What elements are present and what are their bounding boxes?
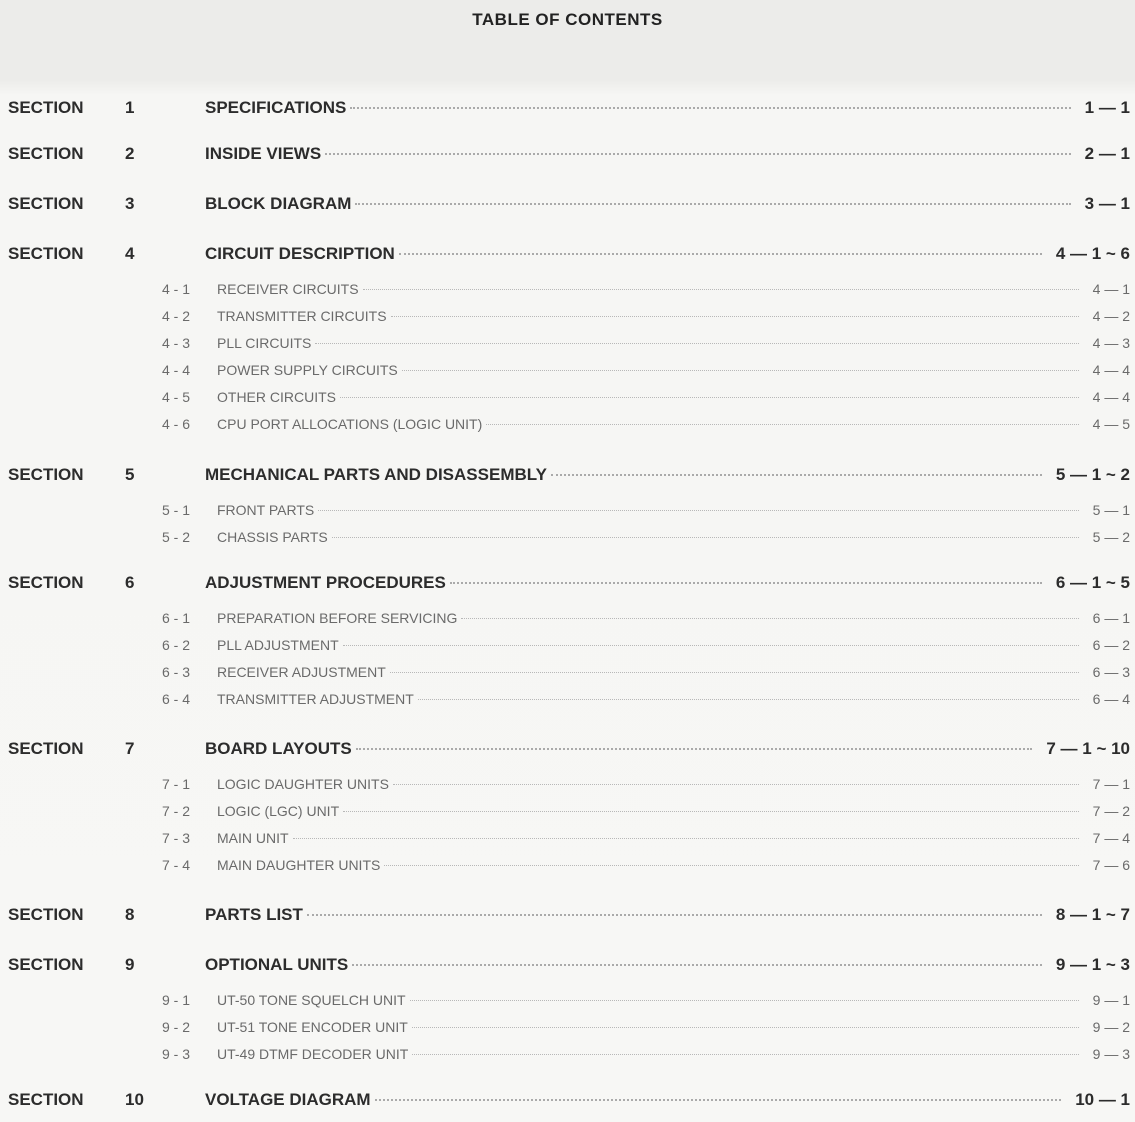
subsection-title: PLL ADJUSTMENT xyxy=(217,637,339,653)
dot-leader xyxy=(340,397,1079,398)
dot-leader xyxy=(343,811,1079,812)
dot-leader xyxy=(412,1027,1079,1028)
section-number: 7 xyxy=(125,739,135,758)
subsection-page: 6 — 2 xyxy=(1092,637,1130,653)
toc-section-row[interactable] xyxy=(0,465,1130,489)
dot-leader xyxy=(332,537,1079,538)
subsection-page: 7 — 4 xyxy=(1092,830,1130,846)
subsection-number: 9 - 1 xyxy=(162,992,191,1008)
subsection-title: PREPARATION BEFORE SERVICING xyxy=(217,610,458,626)
subsection-title: TRANSMITTER ADJUSTMENT xyxy=(217,691,414,707)
section-number: 1 xyxy=(125,98,135,117)
subsection-title: CHASSIS PARTS xyxy=(217,529,328,545)
section-label: SECTION xyxy=(8,244,84,263)
dot-leader xyxy=(399,253,1042,255)
subsection-number: 4 - 2 xyxy=(162,308,191,324)
subsection-title: RECEIVER CIRCUITS xyxy=(217,281,359,297)
subsection-page: 6 — 3 xyxy=(1092,664,1130,680)
subsection-title: PLL CIRCUITS xyxy=(217,335,312,351)
toc-subsection-row[interactable] xyxy=(0,362,1130,382)
subsection-page: 6 — 1 xyxy=(1092,610,1130,626)
dot-leader xyxy=(355,203,1070,205)
dot-leader xyxy=(450,582,1042,584)
section-title: SPECIFICATIONS xyxy=(205,98,347,117)
toc-subsection-row[interactable] xyxy=(0,502,1130,522)
subsection-number: 7 - 3 xyxy=(162,830,191,846)
section-title: MECHANICAL PARTS AND DISASSEMBLY xyxy=(205,465,547,484)
subsection-page: 4 — 4 xyxy=(1092,362,1130,378)
toc-subsection-row[interactable] xyxy=(0,308,1130,328)
subsection-title: RECEIVER ADJUSTMENT xyxy=(217,664,386,680)
dot-leader xyxy=(390,672,1079,673)
dot-leader xyxy=(307,914,1042,916)
subsection-number: 7 - 1 xyxy=(162,776,191,792)
subsection-number: 6 - 1 xyxy=(162,610,191,626)
toc-section-row[interactable] xyxy=(0,573,1130,597)
toc-subsection-row[interactable] xyxy=(0,1046,1130,1066)
toc-subsection-row[interactable] xyxy=(0,857,1130,877)
toc-section-row[interactable] xyxy=(0,194,1130,218)
section-label: SECTION xyxy=(8,98,84,117)
dot-leader xyxy=(363,289,1079,290)
subsection-page: 7 — 6 xyxy=(1092,857,1130,873)
section-label: SECTION xyxy=(8,905,84,924)
toc-section-row[interactable] xyxy=(0,1090,1130,1114)
toc-section-row[interactable] xyxy=(0,144,1130,168)
section-title: ADJUSTMENT PROCEDURES xyxy=(205,573,446,592)
section-page: 2 — 1 xyxy=(1084,144,1130,163)
subsection-number: 6 - 4 xyxy=(162,691,191,707)
dot-leader xyxy=(393,784,1079,785)
toc-section-row[interactable] xyxy=(0,244,1130,268)
subsection-page: 7 — 2 xyxy=(1092,803,1130,819)
dot-leader xyxy=(412,1054,1078,1055)
subsection-page: 4 — 3 xyxy=(1092,335,1130,351)
toc-subsection-row[interactable] xyxy=(0,803,1130,823)
subsection-title: MAIN DAUGHTER UNITS xyxy=(217,857,381,873)
subsection-page: 7 — 1 xyxy=(1092,776,1130,792)
dot-leader xyxy=(356,748,1033,750)
dot-leader xyxy=(551,474,1042,476)
subsection-page: 9 — 3 xyxy=(1092,1046,1130,1062)
subsection-number: 7 - 4 xyxy=(162,857,191,873)
subsection-number: 4 - 1 xyxy=(162,281,191,297)
section-number: 2 xyxy=(125,144,135,163)
dot-leader xyxy=(418,699,1079,700)
section-title: VOLTAGE DIAGRAM xyxy=(205,1090,371,1109)
section-page: 7 — 1 ~ 10 xyxy=(1046,739,1130,758)
subsection-number: 4 - 4 xyxy=(162,362,191,378)
toc-section-row[interactable] xyxy=(0,98,1130,122)
toc-subsection-row[interactable] xyxy=(0,610,1130,630)
section-number: 6 xyxy=(125,573,135,592)
section-number: 5 xyxy=(125,465,135,484)
section-label: SECTION xyxy=(8,1090,84,1109)
subsection-page: 4 — 5 xyxy=(1092,416,1130,432)
section-page: 6 — 1 ~ 5 xyxy=(1055,573,1130,592)
subsection-number: 7 - 2 xyxy=(162,803,191,819)
section-number: 8 xyxy=(125,905,135,924)
subsection-page: 4 — 1 xyxy=(1092,281,1130,297)
subsection-title: UT-51 TONE ENCODER UNIT xyxy=(217,1019,408,1035)
section-page: 1 — 1 xyxy=(1084,98,1130,117)
toc-subsection-row[interactable] xyxy=(0,529,1130,549)
toc-subsection-row[interactable] xyxy=(0,776,1130,796)
dot-leader xyxy=(293,838,1079,839)
section-number: 9 xyxy=(125,955,135,974)
section-page: 3 — 1 xyxy=(1084,194,1130,213)
section-label: SECTION xyxy=(8,739,84,758)
subsection-title: LOGIC DAUGHTER UNITS xyxy=(217,776,389,792)
section-label: SECTION xyxy=(8,465,84,484)
subsection-number: 5 - 1 xyxy=(162,502,191,518)
subsection-number: 5 - 2 xyxy=(162,529,191,545)
section-page: 4 — 1 ~ 6 xyxy=(1055,244,1130,263)
subsection-page: 5 — 1 xyxy=(1092,502,1130,518)
section-page: 10 — 1 xyxy=(1075,1090,1130,1109)
subsection-page: 9 — 1 xyxy=(1092,992,1130,1008)
toc-subsection-row[interactable] xyxy=(0,1019,1130,1039)
section-page: 9 — 1 ~ 3 xyxy=(1055,955,1130,974)
toc-subsection-row[interactable] xyxy=(0,335,1130,355)
subsection-title: UT-49 DTMF DECODER UNIT xyxy=(217,1046,409,1062)
section-title: INSIDE VIEWS xyxy=(205,144,322,163)
dot-leader xyxy=(352,964,1042,966)
toc-subsection-row[interactable] xyxy=(0,691,1130,711)
section-number: 10 xyxy=(125,1090,144,1109)
toc-section-row[interactable] xyxy=(0,905,1130,929)
subsection-page: 5 — 2 xyxy=(1092,529,1130,545)
section-number: 3 xyxy=(125,194,135,213)
dot-leader xyxy=(402,370,1079,371)
subsection-title: OTHER CIRCUITS xyxy=(217,389,336,405)
section-number: 4 xyxy=(125,244,135,263)
subsection-number: 4 - 6 xyxy=(162,416,191,432)
subsection-title: LOGIC (LGC) UNIT xyxy=(217,803,340,819)
subsection-page: 9 — 2 xyxy=(1092,1019,1130,1035)
toc-section-row[interactable] xyxy=(0,955,1130,979)
dot-leader xyxy=(410,1000,1079,1001)
toc-subsection-row[interactable] xyxy=(0,637,1130,657)
toc-subsection-row[interactable] xyxy=(0,830,1130,850)
section-label: SECTION xyxy=(8,955,84,974)
section-title: PARTS LIST xyxy=(205,905,303,924)
subsection-number: 9 - 2 xyxy=(162,1019,191,1035)
dot-leader xyxy=(375,1099,1062,1101)
dot-leader xyxy=(486,424,1078,425)
section-page: 8 — 1 ~ 7 xyxy=(1055,905,1130,924)
toc-subsection-row[interactable] xyxy=(0,992,1130,1012)
toc-subsection-row[interactable] xyxy=(0,281,1130,301)
toc-subsection-row[interactable] xyxy=(0,389,1130,409)
section-label: SECTION xyxy=(8,573,84,592)
toc-subsection-row[interactable] xyxy=(0,416,1130,436)
toc-section-row[interactable] xyxy=(0,739,1130,763)
subsection-title: UT-50 TONE SQUELCH UNIT xyxy=(217,992,406,1008)
subsection-page: 6 — 4 xyxy=(1092,691,1130,707)
subsection-page: 4 — 4 xyxy=(1092,389,1130,405)
subsection-title: MAIN UNIT xyxy=(217,830,289,846)
subsection-title: POWER SUPPLY CIRCUITS xyxy=(217,362,398,378)
subsection-number: 9 - 3 xyxy=(162,1046,191,1062)
dot-leader xyxy=(318,510,1078,511)
toc-subsection-row[interactable] xyxy=(0,664,1130,684)
section-title: BLOCK DIAGRAM xyxy=(205,194,352,213)
dot-leader xyxy=(350,107,1070,109)
subsection-title: FRONT PARTS xyxy=(217,502,315,518)
dot-leader xyxy=(343,645,1079,646)
subsection-page: 4 — 2 xyxy=(1092,308,1130,324)
subsection-title: CPU PORT ALLOCATIONS (LOGIC UNIT) xyxy=(217,416,483,432)
section-page: 5 — 1 ~ 2 xyxy=(1055,465,1130,484)
subsection-number: 6 - 3 xyxy=(162,664,191,680)
dot-leader xyxy=(461,618,1078,619)
subsection-number: 4 - 5 xyxy=(162,389,191,405)
section-title: OPTIONAL UNITS xyxy=(205,955,349,974)
dot-leader xyxy=(325,153,1070,155)
dot-leader xyxy=(384,865,1078,866)
section-title: BOARD LAYOUTS xyxy=(205,739,352,758)
dot-leader xyxy=(315,343,1078,344)
section-title: CIRCUIT DESCRIPTION xyxy=(205,244,395,263)
section-label: SECTION xyxy=(8,144,84,163)
subsection-number: 4 - 3 xyxy=(162,335,191,351)
page-title: TABLE OF CONTENTS xyxy=(472,10,663,29)
subsection-title: TRANSMITTER CIRCUITS xyxy=(217,308,387,324)
dot-leader xyxy=(391,316,1079,317)
subsection-number: 6 - 2 xyxy=(162,637,191,653)
section-label: SECTION xyxy=(8,194,84,213)
